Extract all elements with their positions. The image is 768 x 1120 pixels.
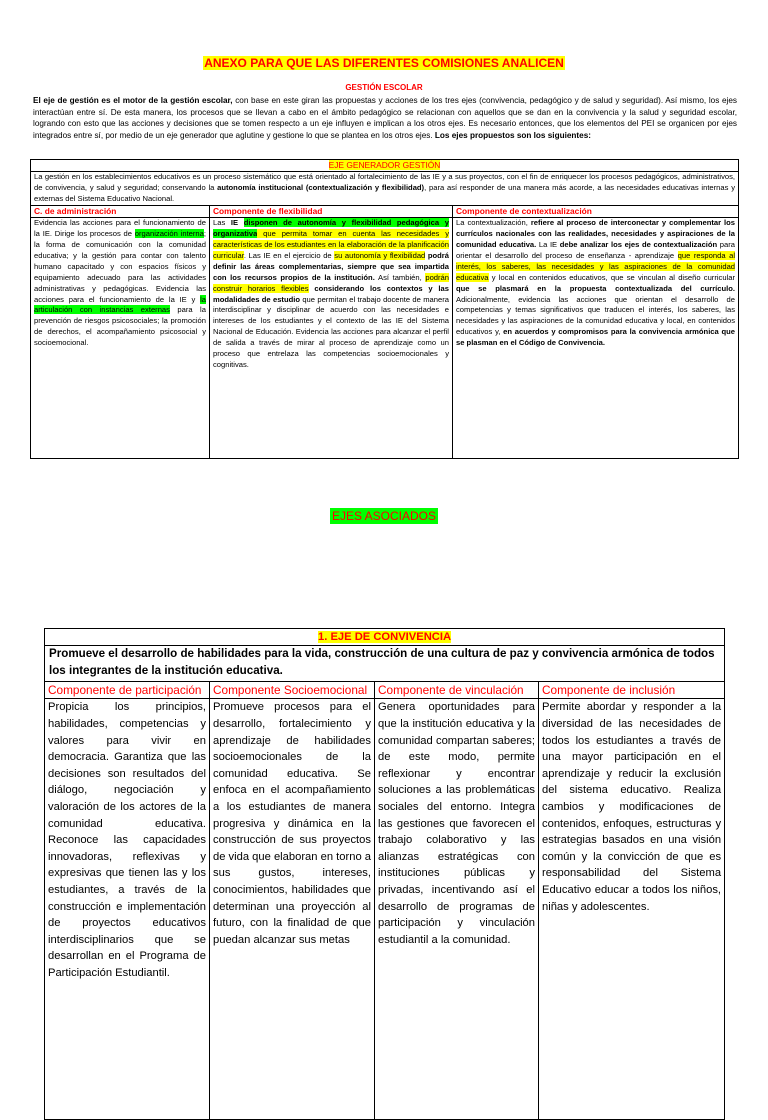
- eje-convivencia-title: 1. EJE DE CONVIVENCIA: [45, 629, 725, 646]
- intro-paragraph: El eje de gestión es el motor de la gestión escolar, con base en este giran las propuestas y acciones de los tres ejes (convivencia, pedagógico y de salud y seguridad). Así mismo, los ejes interactúan entre sí. De esta manera, los procesos que se llevan a cabo en el ámbito pedagógico se relacionan con aquellos que se dan en la convivencia y la salud y seguridad escolar, logrando con esto que las acciones y decisiones que se tomen respecto a un eje influyen e implican a los otros ejes. Es necesario entonces, que los elementos del PEI se organicen por ejes integrados entre sí, por medio de un eje generador que aglutine y gestione lo que se plantea en los otros ejes. Los ejes propuestos son los siguientes:: [33, 96, 737, 140]
- column-header-inclusion: Componente de inclusión: [539, 682, 725, 699]
- column-header-contextualizacion: Componente de contextualización: [453, 205, 739, 218]
- eje-convivencia-description: Promueve el desarrollo de habilidades para la vida, construcción de una cultura de paz y convivencia armónica de todos los integrantes de la institución educativa.: [45, 646, 725, 682]
- column-header-socioemocional: Componente Socioemocional: [210, 682, 375, 699]
- cell-socioemocional: Promueve procesos para el desarrollo, fortalecimiento y aprendizaje de habilidades socioemocionales de la comunidad educativa. Se enfoca en el acompañamiento a los estudiantes de manera progresiva y dinámica en la construcción de sus proyectos de vida que elaboran en torno a sus gustos, intereses, conocimientos, habilidades que determinan una proyección al futuro, con la finalidad de que puedan alcanzar sus metas: [210, 699, 375, 1120]
- column-header-participacion: Componente de participación: [45, 682, 210, 699]
- ejes-asociados-heading: EJES ASOCIADOS: [331, 509, 437, 523]
- eje-convivencia-table: [44, 628, 725, 1120]
- cell-administracion: Evidencia las acciones para el funcionamiento de la IE. Dirige los procesos de organización interna; la forma de comunicación con la comunidad educativa; y la gestión para contar con talento humano capacitado y con espacios físicos y equipamiento adecuado para las actividades administrativas y pedagógicas. Evidencia las acciones para el funcionamiento de la IE y la articulación con instancias externas para la prevención de riesgos psicosociales; la promoción de derechos, el acompañamiento psicosocial y socioemocional.: [31, 218, 210, 459]
- gestion-escolar-heading: GESTIÓN ESCOLAR: [345, 83, 423, 92]
- eje-generador-table: [30, 159, 739, 459]
- cell-inclusion: Permite abordar y responder a la diversidad de las necesidades de todos los estudiantes a través de una mayor participación en el aprendizaje y reducir la exclusión del sistema educativo. Realiza cambios y modificaciones de contenidos, enfoques, estructuras y estrategias basados en una visión común y la convicción de que es responsabilidad del Sistema Educativo educar a todos los niños, niñas y adolescentes.: [539, 699, 725, 1120]
- column-header-administracion: C. de administración: [31, 205, 210, 218]
- cell-vinculacion: Genera oportunidades para que la institución educativa y la comunidad compartan saberes; de este modo, permite reflexionar y encontrar soluciones a las problemáticas sociales del entorno. Integra las gestiones que favorecen el trabajo colaborativo y las alianzas estratégicas con instituciones públicas y privadas, incentivando así el desarrollo de programas de participación y vinculación estudiantil a la comunidad.: [375, 699, 539, 1120]
- eje-generador-description: La gestión en los establecimientos educativos es un proceso sistemático que está orientado al fortalecimiento de las IE y a sus proyectos, con el fin de enriquecer los procesos pedagógicos, administrativos, de convivencia, y salud y seguridad; conservando la autonomía institucional (contextualización y flexibilidad), para así responder de una manera más acorde, a las necesidades educativas internas y externas del Sistema Educativo Nacional.: [31, 172, 739, 206]
- eje-generador-banner: EJE GENERADOR GESTIÓN: [31, 160, 739, 172]
- cell-flexibilidad: Las IE disponen de autonomía y flexibilidad pedagógica y organizativa que permita tomar en cuenta las necesidades y características de los estudiantes en la elaboración de la planificación curricular. Las IE en el ejercicio de su autonomía y flexibilidad podrá definir las áreas complementarias, siempre que sea impartida con los recursos propios de la institución. Así también, podrán construir horarios flexibles considerando los contextos y las modalidades de estudio que permitan el trabajo docente de manera interdisciplinar y disciplinar de acuerdo con las necesidades e intereses de los estudiantes y el contexto de las IE del Sistema Nacional de Educación. Evidencia las acciones para alcanzar el perfil de salida a través de mirar al proceso de aprendizaje como un proceso que entrelaza las competencias socioemocionales y cognitivas.: [210, 218, 453, 459]
- column-header-flexibilidad: Componente de flexibilidad: [210, 205, 453, 218]
- cell-participacion: Propicia los principios, habilidades, competencias y valores para vivir en democracia. Garantiza que las decisiones son resultados del diálogo, negociación y valoración de los actores de la comunidad educativa. Reconoce las capacidades innovadoras, reflexivas y expresivas que tienen las y los estudiantes, a través de la construcción e implementación de proyectos educativos interdisciplinarios que se desarrollan en el Programa de Participación Estudiantil.: [45, 699, 210, 1120]
- anexo-title: ANEXO PARA QUE LAS DIFERENTES COMISIONES ANALICEN: [204, 56, 564, 70]
- column-header-vinculacion: Componente de vinculación: [375, 682, 539, 699]
- cell-contextualizacion: La contextualización, refiere al proceso de interconectar y complementar los currículos nacionales con las realidades, necesidades y aspiraciones de la comunidad educativa. La IE debe analizar los ejes de contextualización para orientar el desarrollo del proceso de enseñanza - aprendizaje que responda al interés, los saberes, las necesidades y las aspiraciones de la comunidad educativa y local en contenidos educativos, que se vinculan al diseño curricular que se plasmará en la propuesta contextualizada del currículo. Adicionalmente, evidencia las acciones que orientan el desarrollo de competencias y temas significativos que traducen el interés, los saberes, las necesidades y las aspiraciones de la comunidad educativa y local, en contenidos educativos y, en acuerdos y compromisos para la convivencia armónica que se plasman en el Código de Convivencia.: [453, 218, 739, 459]
